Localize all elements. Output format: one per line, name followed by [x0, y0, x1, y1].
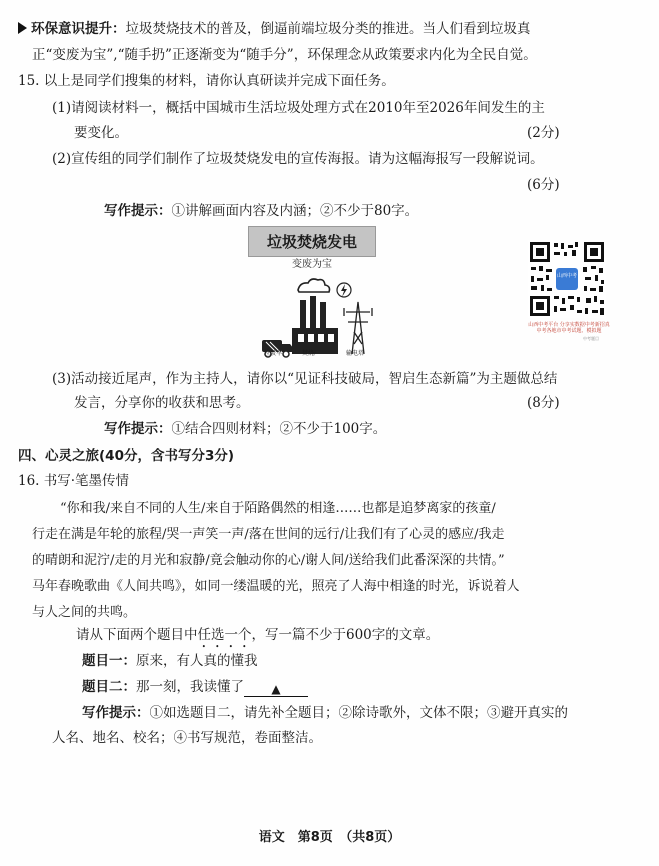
q16-tip-line2: 人名、地名、校名；④书写规范，卷面整洁。 — [52, 730, 322, 746]
q15-intro: 15. 以上是同学们搜集的材料，请你认真研读并完成下面任务。 — [18, 73, 395, 89]
q16-topic1-text: 原来，有人真的懂我 — [136, 653, 258, 669]
poster-caption-truck: 垃圾车 — [264, 350, 283, 357]
q15-sub3-line2: 发言，分享你的收获和思考。 — [74, 395, 250, 411]
q16-tip-text-1: ①如选题目二，请先补全题目；②除诗歌外，文体不限；③避开真实的 — [149, 705, 568, 721]
q15-sub1-score: (2分) — [527, 125, 560, 141]
q15-sub1-line2: 要变化。 — [74, 125, 128, 141]
q16-lyrics-3: 的晴朗和泥泞/走的月光和寂静/竟会触动你的心/谢人间/送给我们此番深深的共情。” — [32, 553, 505, 568]
qr-code-icon — [528, 240, 606, 318]
tip-line-2: 正“变废为宝”,“随手扔”正逐渐变为“随手分”，环保理念从政策要求内化为全民自觉。 — [32, 47, 537, 63]
tip-text: 垃圾焚烧技术的普及，倒逼前端垃圾分类的推进。当人们看到垃圾真 — [125, 21, 531, 37]
q16-tip-line1 — [82, 704, 568, 722]
q16-instruction-emph: 任选一个 — [197, 627, 252, 643]
transmission-tower-icon — [344, 302, 372, 354]
qr-code[interactable] — [528, 240, 606, 318]
q15-sub1-line1: (1)请阅读材料一，概括中国城市生活垃圾处理方式在2010年至2026年间发生的主 — [52, 100, 545, 116]
smoke-icon — [298, 279, 330, 292]
tip-line-1 — [18, 20, 531, 38]
q15-sub2-line1: (2)宣传组的同学们制作了垃圾焚烧发电的宣传海报。请为这幅海报写一段解说词。 — [52, 151, 544, 167]
q16-lyrics-2: 行走在满是年轮的旅程/哭一声笑一声/落在世间的远行/让我们有了心灵的感应/我走 — [32, 527, 505, 542]
q15-sub2-tip — [104, 202, 418, 220]
page-footer: 语文 第8页 （共8页） — [258, 830, 401, 845]
q16-topic2-label: 题目二： — [82, 679, 136, 695]
q16-lyrics-5: 与人之间的共鸣。 — [32, 605, 137, 620]
q16-topic1 — [82, 652, 258, 670]
qr-small-text: 中考题目 — [583, 336, 599, 341]
section4-heading: 四、心灵之旅(40分，含书写分3分) — [18, 448, 235, 464]
q16-instruction — [76, 626, 439, 651]
poster-caption-plant: 焚烧厂 — [302, 350, 321, 357]
chimney-icon — [300, 296, 326, 330]
q16-instruction-post: ，写一篇不少于600字的文章。 — [251, 627, 440, 643]
q16-topic2 — [82, 678, 308, 697]
q16-lyrics-1: “你和我/来自不同的人生/来自于陌路偶然的相逢……也都是追梦离家的孩童/ — [60, 501, 496, 516]
tip-label: 环保意识提升： — [31, 21, 126, 37]
q15-sub3-line1: (3)活动接近尾声，作为主持人，请你以“见证科技破局，智启生态新篇”为主题做总结 — [52, 371, 558, 387]
q16-tip-label: 写作提示： — [82, 705, 150, 721]
qr-note: 山西中考平台 分享实数据中考新招真 中考各地市中考试题、模拟题 — [528, 322, 610, 334]
arrow-bullet-icon — [18, 22, 27, 34]
power-plant-illustration — [248, 272, 376, 358]
q15-sub2-tip-text: ①讲解画面内容及内涵；②不少于80字。 — [171, 203, 419, 219]
q16-instruction-pre: 请从下面两个题目中 — [76, 627, 198, 643]
poster-title: 垃圾焚烧发电 — [248, 226, 376, 257]
poster — [248, 226, 376, 362]
q15-sub2-tip-label: 写作提示： — [104, 203, 172, 219]
lightning-icon — [337, 283, 351, 297]
q15-sub3-tip — [104, 420, 386, 438]
q15-sub3-score: (8分) — [527, 395, 560, 411]
q15-sub3-tip-label: 写作提示： — [104, 421, 172, 437]
q16-topic1-label: 题目一： — [82, 653, 136, 669]
poster-subtitle: 变废为宝 — [292, 259, 332, 270]
poster-caption-tower: 输电塔 — [346, 350, 365, 357]
qr-center-label: 山西中考 — [557, 273, 578, 279]
q15-sub2-score: (6分) — [527, 177, 560, 193]
q16-lyrics-4: 马年春晚歌曲《人间共鸣》，如同一缕温暖的光，照亮了人海中相逢的时光，诉说着人 — [32, 579, 520, 594]
q15-sub3-tip-text: ①结合四则材料；②不少于100字。 — [171, 421, 387, 437]
q16-title: 16. 书写·笔墨传情 — [18, 473, 130, 489]
q16-topic2-text: 那一刻，我读懂了 — [136, 679, 244, 695]
topic2-blank — [244, 678, 308, 697]
blank-marker-icon: ▲ — [271, 682, 281, 696]
